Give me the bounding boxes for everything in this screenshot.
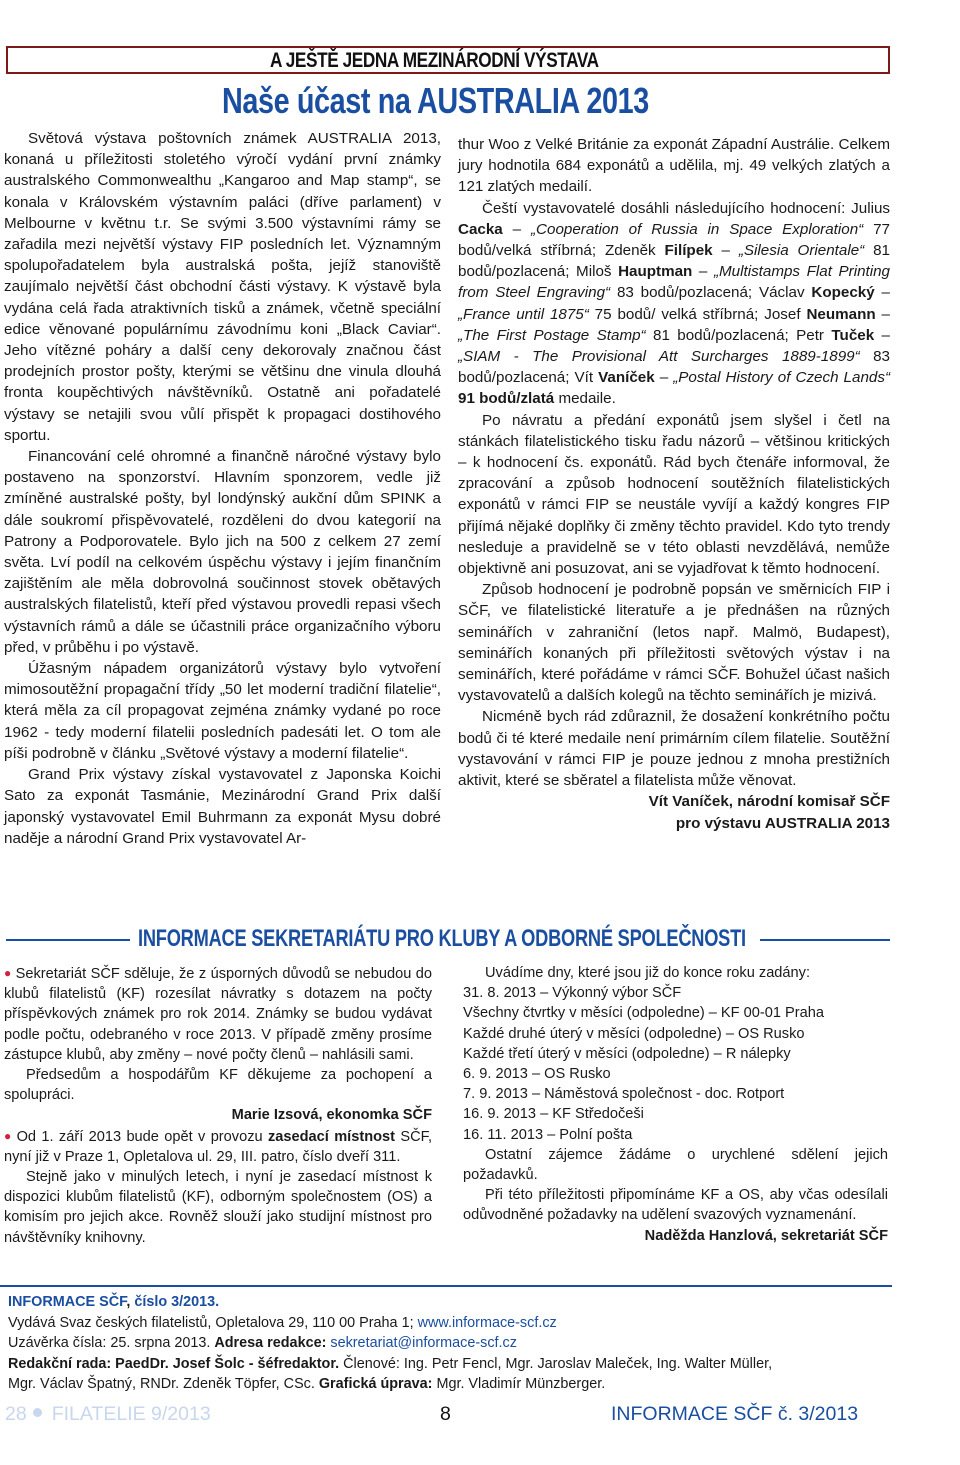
notice-item: ● Od 1. září 2013 bude opět v provozu zasedací místnost SČF, nyní již v Praze 1, Opletalova ul. 29, III. patro, číslo dveří 311. <box>4 1128 433 1165</box>
bullet-icon: ● <box>4 1128 13 1143</box>
notice-text: Při této příležitosti připomínáme KF a OS, aby včas odesílali odůvodněné požadavky na udělení svazových vyznamenání. <box>463 1187 888 1224</box>
schedule-line: 7. 9. 2013 – Náměstová společnost - doc. Rotport <box>463 1086 785 1103</box>
kicker-frame <box>6 46 890 74</box>
imprint-title: INFORMACE SČF, číslo 3/2013. <box>8 1294 220 1310</box>
schedule-line: 16. 9. 2013 – KF Středočeši <box>463 1106 644 1123</box>
secretariat-left-column <box>4 963 432 1248</box>
article-paragraph: thur Woo z Velké Británie za exponát Západní Austrálie. Celkem jury hodnotila 684 exponátů a udělila, mj. 49 velkých zlatých a 121 zlatých medailí. <box>458 136 890 196</box>
imprint <box>8 1292 898 1395</box>
article-signature-role: pro výstavu AUSTRALIA 2013 <box>675 814 890 832</box>
imprint-publisher: Vydává Svaz českých filatelistů, Opletalova 29, 110 00 Praha 1; www.informace-scf.cz <box>8 1314 557 1331</box>
secretariat-heading: INFORMACE SEKRETARIÁTU PRO KLUBY A ODBORNÉ SPOLEČNOSTI <box>138 925 746 952</box>
bullet-icon: ● <box>4 966 12 980</box>
page-number: 8 <box>440 1403 451 1425</box>
article-paragraph: Financování celé ohromné a finančně náročné výstavy bylo postaveno na sponzorství. Hlavním sponzorem, vedle již zmíněné australské pošty, byl londýnský aukční dům SPINK a dále soukromí přispěvovatelé, rozděleni do dvou kategorií na Patrony a Podporovatele. Bylo jich na 500 z celkem 27 zemí světa. Lví podíl na celkovém úspěchu výstavy i jejím finančním zajištěním ale měla dobrovolná součinnost stovek obětavých australských filatelistů, kteří před výstavou provedli repasi všech výstavních rámů a dále se účastnili práce organizačního výboru před, v průběhu i po výstavě. <box>4 448 441 656</box>
website-link[interactable]: www.informace-scf.cz <box>417 1314 557 1331</box>
article-paragraph: Grand Prix výstavy získal vystavovatel z Japonska Koichi Sato za exponát Tasmánie, Mezinárodní Grand Prix další japonský vystavovatel Emil Buhrmann za exponát Mysu dobré naděje a národní Grand Prix vystavovatel Ar- <box>4 766 441 847</box>
kicker-title: A JEŠTĚ JEDNA MEZINÁRODNÍ VÝSTAVA <box>270 49 599 72</box>
schedule-line: Každé třetí úterý v měsíci (odpoledne) – R nálepky <box>463 1045 791 1062</box>
dot-icon <box>33 1408 42 1417</box>
schedule-line: 6. 9. 2013 – OS Rusko <box>463 1066 611 1083</box>
czech-results-paragraph: Čeští vystavovatelé dosáhli následujícího hodnocení: Julius Cacka – „Cooperation of Russia in Space Exploration“ 77 bodů/velká stříbrná; Zdeněk Filípek – „Silesia Orientale“ 81 bodů/pozlacená; Miloš Hauptman – „Multistamps Flat Printing from Steel Engraving“ 83 bodů/pozlacená; Václav Kopecký – „France until 1875“ 75 bodů/ velká stříbrná; Josef Neumann – „The First Postage Stamp“ 81 bodů/pozlacená; Petr Tuček – „SIAM - The Provisional Att Surcharges 1889-1899“ 83 bodů/pozlacená; Vít Vaníček – „Postal History of Czech Lands“ 91 bodů/zlatá medaile. <box>458 199 891 408</box>
section-divider-left <box>6 939 130 941</box>
headline: Naše účast na AUSTRALIA 2013 <box>222 80 649 121</box>
footer-issue: INFORMACE SČF č. 3/2013 <box>611 1403 859 1425</box>
footer-magazine <box>5 1403 211 1426</box>
notice-text: Stejně jako v minulých letech, i nyní je zasedací místnost k dispozici klubům filatelistů (KF), odborným společnostem (OS) a komisím pro jejich akce. Rovněž slouží jako studijní místnost pro návštěvníky knihovny. <box>4 1169 432 1246</box>
schedule-line: 16. 11. 2013 – Polní pošta <box>463 1126 633 1143</box>
notice-text: Předsedům a hospodářům KF děkujeme za pochopení a spolupráci. <box>4 1067 432 1104</box>
article-paragraph: Úžasným nápadem organizátorů výstavy bylo vytvoření mimosoutěžní propagační třídy „50 let moderní tradiční filatelie“, která měla za cíl propagovat zejména známky vydané po roce 1962 - tedy moderní filatelii posledních padesáti let. O tom ale píši podrobně v článku „Světové výstavy a moderní filatelie“. <box>4 660 441 762</box>
notice-signature: Naděžda Hanzlová, sekretariát SČF <box>644 1227 888 1244</box>
section-divider-right <box>760 939 890 941</box>
imprint-board: Redakční rada: PaedDr. Josef Šolc - šéfredaktor. Členové: Ing. Petr Fencl, Mgr. Jaroslav Maleček, Ing. Walter Müller, <box>8 1355 773 1372</box>
notice-text: Ostatní zájemce žádáme o urychlené sdělení jejich požadavků. <box>463 1146 888 1184</box>
schedule-line: Všechny čtvrtky v měsíci (odpoledne) – KF 00-01 Praha <box>463 1005 824 1022</box>
article-paragraph: Světová výstava poštovních známek AUSTRALIA 2013, konaná u příležitosti stoletého výročí vydání první známky australského Commonwealthu „Kangaroo and Map stamp“, se konala v Královském výstavním paláci (dříve parlament) v Melbourne v květnu t.r. Se svými 3.500 výstavními rámy se zařadila mezi největší výstavy FIP posledních let. Významným spolupořadatelem byla australská pošta, jejíž stanoviště zaujímalo největší část obchodní části výstavy. K výstavě byla vydána celá řada atraktivních tisků a známek, včetně speciální edice věnované populárnímu závodnímu koni „Black Caviar“. Jeho vítězné poháry a další ceny dekorovaly značnou část prodejních prostor pošty, kterými se většinu dne vinula dlouhá fronta koupěchtivých návštěvníků. Ostatně ani pořadatelé výstavy se netajili svou vůlí přispět k propagaci dostihového sportu. <box>4 130 441 444</box>
notice-item: ● Sekretariát SČF sděluje, že z úsporných důvodů se nebudou do klubů filatelistů (KF) rozesílat návratky s dotazem na počty příspěvkových známek pro rok 2014. Známky se budou vydávat podle počtu, odebraného v roce 2013. V případě změny prosíme zástupce klubů, aby změny – nové počty členů – nahlásili sami. <box>4 966 433 1063</box>
article-paragraph: Nicméně bych rád zdůraznil, že dosažení konkrétního počtu bodů či té které medaile není primárním cílem filatelie. Soutěžní vystavování v rámci FIP je pouze jednou z mnoha prestižních aktivit, které se sběratel a filatelista může věnovat. <box>458 708 890 790</box>
article-paragraph: Po návratu a předání exponátů jsem slyšel i četl na stánkách filatelistického tisku řadu názorů – většinou kritických – k hodnocení čs. exponátů. Rád bych čtenáře informoval, že zpracování a způsob hodnocení soutěžních filatelistických exponátů v rámci FIP se neustále vyvíjí a každý kongres FIP přijímá nějaké doplňky či změny těchto pravidel. Kdo tyto trendy nesleduje a pravidelně se v této oblasti nevzdělává, nemůže objektivně ani posuzovat, ani se vyjadřovat k těmto hodnocení. <box>458 411 890 578</box>
email-link[interactable]: sekretariat@informace-scf.cz <box>330 1335 517 1352</box>
secretariat-right-column <box>463 963 888 1246</box>
article-signature: Vít Vaníček, národní komisař SČF <box>648 793 890 811</box>
schedule-line: Každé druhé úterý v měsíci (odpoledne) – OS Rusko <box>463 1025 805 1042</box>
schedule-line: 31. 8. 2013 – Výkonný výbor SČF <box>463 985 682 1002</box>
notice-signature: Marie Izsová, ekonomka SČF <box>231 1107 432 1124</box>
magazine-name: FILATELIE 9/2013 <box>51 1403 211 1425</box>
page-number-left: 28 <box>5 1403 27 1425</box>
article-paragraph: Způsob hodnocení je podrobně popsán ve směrnicích FIP i SČF, ve filatelistické literatuře a je přednášen na různých seminářích v zahraniční (letos např. Malmö, Budapest), seminářích konaných při příležitosti světových výstav i na seminářích, které pořádáme v rámci SČF. Bohužel účast našich vystavovatelů a dalších kolegů na těchto seminářích je mizivá. <box>458 581 890 705</box>
imprint-board-cont: Mgr. Václav Špatný, RNDr. Zdeněk Töpfer, CSc. Grafická úprava: Mgr. Vladimír Münzberger. <box>8 1376 606 1393</box>
article-left-column <box>4 128 441 849</box>
schedule-intro: Uvádíme dny, které jsou již do konce roku zadány: <box>485 965 811 981</box>
imprint-divider <box>0 1285 892 1287</box>
article-right-column <box>458 134 890 834</box>
imprint-deadline: Uzávěrka čísla: 25. srpna 2013. Adresa redakce: sekretariat@informace-scf.cz <box>8 1335 517 1352</box>
